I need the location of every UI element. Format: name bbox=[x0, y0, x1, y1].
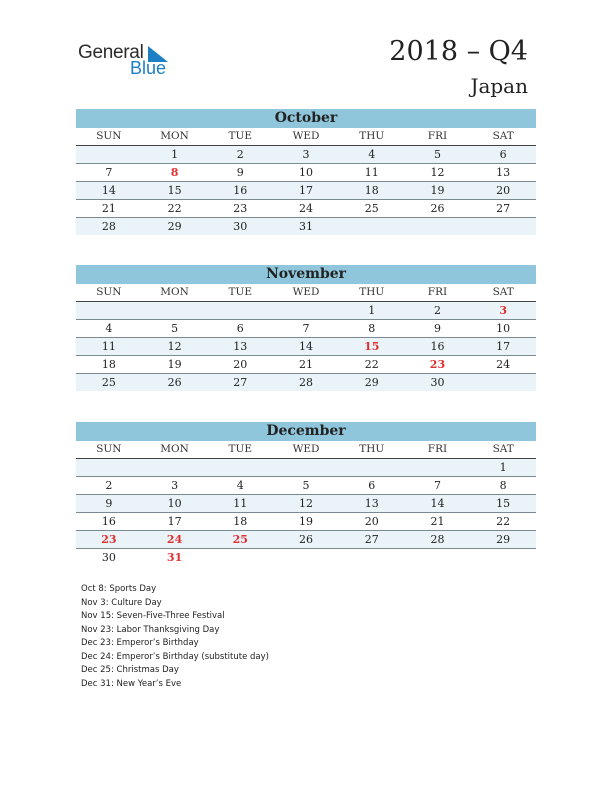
day-cell bbox=[207, 302, 273, 319]
day-cell: 18 bbox=[233, 515, 248, 528]
day-cell: 30 bbox=[430, 376, 445, 389]
day-cell: 12 bbox=[167, 340, 182, 353]
day-cell: 20 bbox=[233, 358, 248, 371]
week-row bbox=[76, 356, 536, 374]
day-cell: 29 bbox=[364, 376, 379, 389]
day-cell: 11 bbox=[101, 340, 116, 353]
day-cell: 3 bbox=[499, 304, 507, 317]
day-cell bbox=[76, 302, 142, 319]
day-cell: 5 bbox=[302, 479, 310, 492]
week-row bbox=[76, 549, 536, 566]
logo-text-general: General bbox=[78, 42, 144, 63]
day-cell bbox=[273, 459, 339, 476]
day-cell: 22 bbox=[364, 358, 379, 371]
day-cell: 3 bbox=[171, 479, 179, 492]
day-cell: 5 bbox=[171, 322, 179, 335]
weekday-header-row bbox=[76, 441, 536, 459]
holiday-note: Nov 23: Labor Thanksgiving Day bbox=[81, 624, 220, 635]
day-cell: 6 bbox=[499, 148, 507, 161]
day-cell: 23 bbox=[429, 358, 446, 371]
day-cell: 4 bbox=[236, 479, 244, 492]
page-title: 2018 – Q4 bbox=[389, 36, 528, 67]
day-cell: 10 bbox=[167, 497, 182, 510]
day-cell bbox=[405, 459, 471, 476]
day-cell: 8 bbox=[170, 166, 179, 179]
day-cell bbox=[470, 374, 536, 391]
day-cell: 31 bbox=[299, 220, 314, 233]
day-cell: 15 bbox=[364, 340, 380, 353]
weekday-header-row bbox=[76, 284, 536, 302]
holiday-note: Nov 15: Seven-Five-Three Festival bbox=[81, 611, 225, 621]
day-cell: 19 bbox=[430, 184, 445, 197]
weekday-label: TUE bbox=[228, 443, 253, 455]
day-cell: 31 bbox=[166, 551, 183, 564]
weekday-label: SAT bbox=[492, 443, 514, 455]
day-cell: 2 bbox=[105, 479, 113, 492]
day-cell: 11 bbox=[233, 497, 248, 510]
weekday-label: FRI bbox=[427, 443, 448, 455]
day-cell: 23 bbox=[101, 533, 117, 546]
day-cell bbox=[142, 302, 208, 319]
holiday-notes bbox=[81, 583, 269, 691]
day-cell: 5 bbox=[433, 148, 441, 161]
day-cell: 21 bbox=[299, 358, 314, 371]
day-cell: 19 bbox=[167, 358, 182, 371]
day-cell: 28 bbox=[299, 376, 314, 389]
day-cell: 15 bbox=[496, 497, 511, 510]
day-cell: 2 bbox=[236, 148, 244, 161]
month-title: December bbox=[76, 422, 536, 441]
day-cell: 22 bbox=[167, 202, 182, 215]
week-row bbox=[76, 477, 536, 495]
day-cell: 9 bbox=[105, 497, 113, 510]
day-cell: 25 bbox=[101, 376, 116, 389]
day-cell: 19 bbox=[299, 515, 314, 528]
day-cell: 24 bbox=[299, 202, 314, 215]
day-cell: 10 bbox=[496, 322, 511, 335]
weekday-label: WED bbox=[292, 130, 320, 142]
month-title: November bbox=[76, 265, 536, 284]
weekday-label: SUN bbox=[96, 286, 122, 298]
month-block-october bbox=[76, 109, 536, 235]
day-cell: 24 bbox=[496, 358, 511, 371]
day-cell bbox=[76, 459, 142, 476]
month-title: October bbox=[76, 109, 536, 128]
day-cell: 18 bbox=[364, 184, 379, 197]
week-row bbox=[76, 338, 536, 356]
day-cell: 14 bbox=[101, 184, 116, 197]
day-cell: 29 bbox=[167, 220, 182, 233]
day-cell: 16 bbox=[101, 515, 116, 528]
weekday-header-row bbox=[76, 128, 536, 146]
weekday-label: THU bbox=[359, 286, 385, 298]
week-row bbox=[76, 218, 536, 235]
week-row bbox=[76, 531, 536, 549]
logo-text-blue: Blue bbox=[130, 58, 167, 78]
weekday-label: SUN bbox=[96, 130, 122, 142]
weekday-label: FRI bbox=[427, 130, 448, 142]
day-cell: 2 bbox=[433, 304, 441, 317]
weekday-label: SAT bbox=[492, 286, 514, 298]
holiday-note: Oct 8: Sports Day bbox=[81, 584, 157, 594]
day-cell: 3 bbox=[302, 148, 310, 161]
day-cell bbox=[273, 549, 339, 566]
day-cell: 8 bbox=[499, 479, 507, 492]
day-cell: 20 bbox=[496, 184, 511, 197]
weekday-label: THU bbox=[359, 443, 385, 455]
day-cell: 26 bbox=[167, 376, 182, 389]
week-row bbox=[76, 146, 536, 164]
day-cell: 13 bbox=[364, 497, 379, 510]
day-cell: 12 bbox=[299, 497, 314, 510]
day-cell: 27 bbox=[233, 376, 248, 389]
weekday-label: TUE bbox=[228, 286, 253, 298]
day-cell: 16 bbox=[233, 184, 248, 197]
day-cell: 25 bbox=[232, 533, 248, 546]
weekday-label: WED bbox=[292, 443, 320, 455]
day-cell bbox=[405, 549, 471, 566]
weekday-label: THU bbox=[359, 130, 385, 142]
day-cell bbox=[207, 549, 273, 566]
day-cell: 13 bbox=[233, 340, 248, 353]
week-row bbox=[76, 302, 536, 320]
day-cell: 17 bbox=[496, 340, 511, 353]
day-cell: 9 bbox=[236, 166, 244, 179]
weekday-label: WED bbox=[292, 286, 320, 298]
day-cell: 6 bbox=[236, 322, 244, 335]
weekday-label: MON bbox=[160, 130, 189, 142]
day-cell: 30 bbox=[233, 220, 248, 233]
day-cell: 27 bbox=[364, 533, 379, 546]
day-cell: 7 bbox=[433, 479, 441, 492]
week-row bbox=[76, 200, 536, 218]
day-cell: 15 bbox=[167, 184, 182, 197]
day-cell: 26 bbox=[430, 202, 445, 215]
day-cell: 7 bbox=[302, 322, 310, 335]
month-block-november bbox=[76, 265, 536, 391]
weekday-label: TUE bbox=[228, 130, 253, 142]
week-row bbox=[76, 374, 536, 391]
week-row bbox=[76, 495, 536, 513]
day-cell: 21 bbox=[430, 515, 445, 528]
day-cell bbox=[339, 459, 405, 476]
day-cell: 16 bbox=[430, 340, 445, 353]
day-cell: 28 bbox=[101, 220, 116, 233]
day-cell: 18 bbox=[101, 358, 116, 371]
day-cell bbox=[339, 549, 405, 566]
day-cell: 14 bbox=[430, 497, 445, 510]
day-cell bbox=[207, 459, 273, 476]
day-cell: 17 bbox=[299, 184, 314, 197]
day-cell: 1 bbox=[368, 304, 376, 317]
day-cell: 28 bbox=[430, 533, 445, 546]
day-cell: 23 bbox=[233, 202, 248, 215]
week-row bbox=[76, 320, 536, 338]
day-cell bbox=[273, 302, 339, 319]
day-cell: 22 bbox=[496, 515, 511, 528]
day-cell: 1 bbox=[171, 148, 179, 161]
day-cell bbox=[470, 218, 536, 235]
week-row bbox=[76, 459, 536, 477]
day-cell: 10 bbox=[299, 166, 314, 179]
day-cell: 9 bbox=[433, 322, 441, 335]
day-cell: 11 bbox=[364, 166, 379, 179]
holiday-note: Dec 24: Emperor’s Birthday (substitute day) bbox=[81, 651, 269, 662]
day-cell bbox=[76, 146, 142, 163]
month-block-december bbox=[76, 422, 536, 566]
day-cell: 4 bbox=[105, 322, 113, 335]
day-cell: 4 bbox=[368, 148, 376, 161]
day-cell: 20 bbox=[364, 515, 379, 528]
day-cell: 21 bbox=[101, 202, 116, 215]
day-cell: 27 bbox=[496, 202, 511, 215]
day-cell: 29 bbox=[496, 533, 511, 546]
country-name: Japan bbox=[470, 74, 528, 98]
holiday-note: Dec 25: Christmas Day bbox=[81, 665, 179, 675]
day-cell: 25 bbox=[364, 202, 379, 215]
week-row bbox=[76, 513, 536, 531]
day-cell: 8 bbox=[368, 322, 376, 335]
day-cell: 17 bbox=[167, 515, 182, 528]
week-row bbox=[76, 182, 536, 200]
day-cell bbox=[470, 549, 536, 566]
weekday-label: MON bbox=[160, 443, 189, 455]
holiday-note: Nov 3: Culture Day bbox=[81, 597, 162, 608]
day-cell: 1 bbox=[499, 461, 507, 474]
day-cell bbox=[339, 218, 405, 235]
weekday-label: FRI bbox=[427, 286, 448, 298]
brand-logo bbox=[78, 42, 178, 82]
day-cell: 12 bbox=[430, 166, 445, 179]
day-cell: 6 bbox=[368, 479, 376, 492]
day-cell bbox=[405, 218, 471, 235]
weekday-label: MON bbox=[160, 286, 189, 298]
weekday-label: SAT bbox=[492, 130, 514, 142]
day-cell bbox=[142, 459, 208, 476]
day-cell: 30 bbox=[101, 551, 116, 564]
day-cell: 13 bbox=[496, 166, 511, 179]
holiday-note: Dec 23: Emperor’s Birthday bbox=[81, 638, 199, 648]
day-cell: 14 bbox=[299, 340, 314, 353]
holiday-note: Dec 31: New Year’s Eve bbox=[81, 678, 182, 689]
day-cell: 26 bbox=[299, 533, 314, 546]
day-cell: 24 bbox=[166, 533, 183, 546]
week-row bbox=[76, 164, 536, 182]
day-cell: 7 bbox=[105, 166, 113, 179]
weekday-label: SUN bbox=[96, 443, 122, 455]
